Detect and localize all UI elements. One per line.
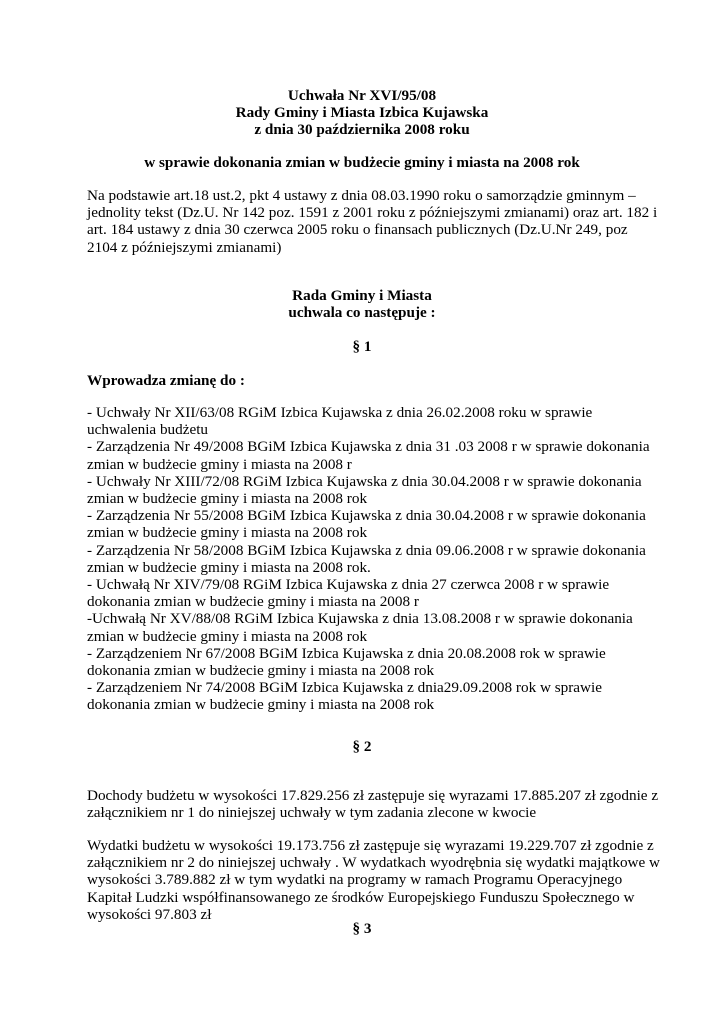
council-line: Rada Gminy i Miasta — [292, 287, 432, 304]
resolution-subject: w sprawie dokonania zmian w budżecie gminy i miasta na 2008 rok — [144, 154, 580, 171]
list-item: zmian w budżecie gminy i miasta na 2008 rok. — [87, 558, 371, 576]
resolution-header — [0, 87, 724, 139]
resolution-number: Uchwała Nr XVI/95/08 — [287, 87, 437, 104]
text-line: Kapitał Ludzki współfinansowanego ze środków Europejskiego Funduszu Społecznego w — [87, 888, 635, 906]
list-item: - Zarządzeniem Nr 67/2008 BGiM Izbica Kujawska z dnia 20.08.2008 rok w sprawie — [87, 644, 606, 662]
list-item: -Uchwałą Nr XV/88/08 RGiM Izbica Kujawska z dnia 13.08.2008 r w sprawie dokonania — [87, 610, 633, 628]
list-item: - Zarządzeniem Nr 74/2008 BGiM Izbica Kujawska z dnia29.09.2008 rok w sprawie — [87, 679, 602, 697]
section-1-intro: Wprowadza zmianę do : — [87, 372, 245, 389]
list-item: - Uchwałą Nr XIV/79/08 RGiM Izbica Kujawska z dnia 27 czerwca 2008 r w sprawie — [87, 576, 610, 594]
list-item: - Uchwały Nr XII/63/08 RGiM Izbica Kujawska z dnia 26.02.2008 roku w sprawie — [87, 404, 593, 421]
legal-basis-paragraph — [87, 187, 658, 256]
text-line: Dochody budżetu w wysokości 17.829.256 zł zastępuje się wyrazami 17.885.207 zł zgodnie z — [87, 787, 659, 804]
list-item: - Uchwały Nr XIII/72/08 RGiM Izbica Kujawska z dnia 30.04.2008 r w sprawie dokonania — [87, 472, 642, 490]
council-statement — [0, 287, 724, 321]
expenses-paragraph — [87, 837, 661, 923]
amendment-list — [87, 404, 650, 714]
list-item: zmian w budżecie gminy i miasta na 2008 rok — [87, 490, 368, 508]
list-item: - Zarządzenia Nr 49/2008 BGiM Izbica Kujawska z dnia 31 .03 2008 r w sprawie dokonania — [87, 438, 650, 456]
text-line: Na podstawie art.18 ust.2, pkt 4 ustawy z dnia 08.03.1990 roku o samorządzie gminnym – — [87, 187, 636, 204]
list-item: dokonania zmian w budżecie gminy i miasta na 2008 rok — [87, 662, 435, 680]
text-line: Wydatki budżetu w wysokości 19.173.756 zł zastępuje się wyrazami 19.229.707 zł zgodnie z — [87, 837, 654, 854]
council-line: uchwala co następuje : — [288, 304, 436, 322]
text-line: wysokości 3.789.882 zł w tym wydatki na programy w ramach Programu Operacyjnego — [87, 871, 623, 889]
section-2-mark: § 2 — [352, 738, 372, 755]
list-item: dokonania zmian w budżecie gminy i miasta na 2008 r — [87, 593, 419, 611]
list-item: zmian w budżecie gminy i miasta na 2008 rok — [87, 524, 368, 542]
text-line: załącznikiem nr 2 do niniejszej uchwały . W wydatkach wyodrębnia się wydatki majątkowe w — [87, 854, 661, 872]
text-line: 2104 z późniejszymi zmianami) — [87, 238, 282, 256]
list-item: zmian w budżecie gminy i miasta na 2008 rok — [87, 627, 368, 645]
resolution-date: z dnia 30 października 2008 roku — [254, 121, 470, 139]
revenue-paragraph — [87, 787, 659, 822]
section-3-mark: § 3 — [352, 920, 372, 937]
text-line: art. 184 ustawy z dnia 30 czerwca 2005 roku o finansach publicznych (Dz.U.Nr 249, poz — [87, 221, 628, 239]
list-item: uchwalenia budżetu — [87, 421, 209, 439]
list-item: - Zarządzenia Nr 55/2008 BGiM Izbica Kujawska z dnia 30.04.2008 r w sprawie dokonania — [87, 507, 646, 525]
text-line: wysokości 97.803 zł — [87, 905, 212, 923]
text-line: jednolity tekst (Dz.U. Nr 142 poz. 1591 z 2001 roku z późniejszymi zmianami) oraz art. 182 i — [87, 204, 658, 222]
list-item: dokonania zmian w budżecie gminy i miasta na 2008 rok — [87, 696, 435, 714]
section-1-mark: § 1 — [352, 338, 372, 355]
list-item: zmian w budżecie gminy i miasta na 2008 r — [87, 455, 352, 473]
text-line: załącznikiem nr 1 do niniejszej uchwały w tym zadania zlecone w kwocie — [87, 804, 537, 822]
list-item: - Zarządzenia Nr 58/2008 BGiM Izbica Kujawska z dnia 09.06.2008 r w sprawie dokonania — [87, 541, 646, 559]
council-name: Rady Gminy i Miasta Izbica Kujawska — [235, 104, 489, 122]
